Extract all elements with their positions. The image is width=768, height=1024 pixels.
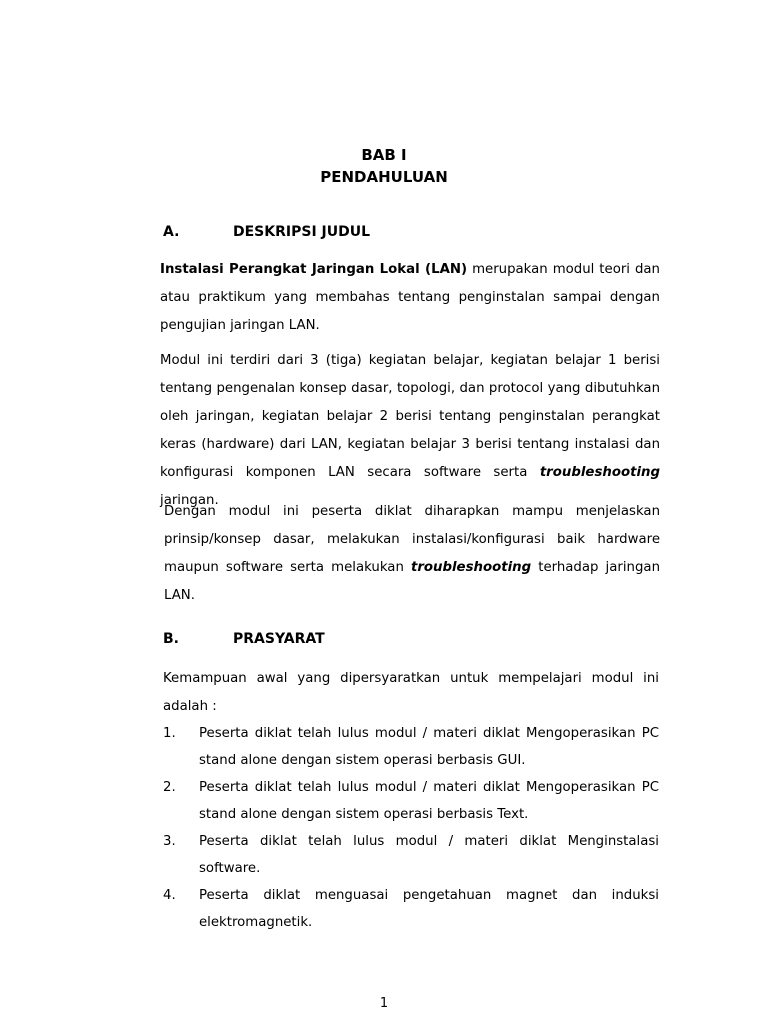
module-title-lead: Instalasi Perangkat Jaringan Lokal (LAN) (160, 262, 468, 277)
section-b-title: PRASYARAT (233, 631, 325, 647)
section-a-paragraph-1 (160, 256, 660, 340)
section-a-number: A. (163, 224, 180, 240)
chapter-label: BAB I (361, 146, 407, 164)
paragraph-2-end: jaringan. (160, 493, 219, 508)
list-item: 1. Peserta diklat telah lulus modul / materi diklat Mengoperasikan PC stand alone dengan sistem operasi berbasis GUI. (163, 726, 659, 768)
section-b-intro: Kemampuan awal yang dipersyaratkan untuk mempelajari modul ini adalah : (163, 671, 659, 714)
list-item: 4. Peserta diklat menguasai pengetahuan magnet dan induksi elektromagnetik. (163, 888, 659, 930)
list-item: 3. Peserta diklat telah lulus modul / materi diklat Menginstalasi software. (163, 834, 659, 876)
paragraph-3-end: terhadap jaringan LAN. (164, 560, 660, 603)
paragraph-1-text: merupakan modul teori dan atau praktikum yang membahas tentang penginstalan sampai dengan pengujian jaringan LAN. (160, 262, 660, 333)
paragraph-3-text: Dengan modul ini peserta diklat diharapkan mampu menjelaskan prinsip/konsep dasar, melakukan instalasi/konfigurasi baik hardware maupun software serta melakukan (164, 504, 660, 575)
troubleshooting-emphasis-2: troubleshooting (410, 560, 532, 575)
section-a-paragraph-3 (164, 498, 660, 610)
chapter-title: PENDAHULUAN (320, 168, 448, 186)
prerequisite-list (163, 720, 659, 936)
list-item: 2. Peserta diklat telah lulus modul / materi diklat Mengoperasikan PC stand alone dengan sistem operasi berbasis Text. (163, 780, 659, 822)
section-a-title: DESKRIPSI JUDUL (233, 224, 371, 240)
section-b-number: B. (163, 631, 179, 647)
section-a-paragraph-2 (160, 347, 660, 515)
troubleshooting-emphasis: troubleshooting (539, 465, 660, 480)
paragraph-2-text: Modul ini terdiri dari 3 (tiga) kegiatan belajar, kegiatan belajar 1 berisi tentang pengenalan konsep dasar, topologi, dan protocol yang dibutuhkan oleh jaringan, kegiatan belajar 2 berisi tentang penginstalan perangkat keras (hardware) dari LAN, kegiatan belajar 3 berisi tentang instalasi dan konfigurasi komponen LAN secara software serta (160, 353, 660, 480)
page-number: 1 (379, 996, 389, 1011)
